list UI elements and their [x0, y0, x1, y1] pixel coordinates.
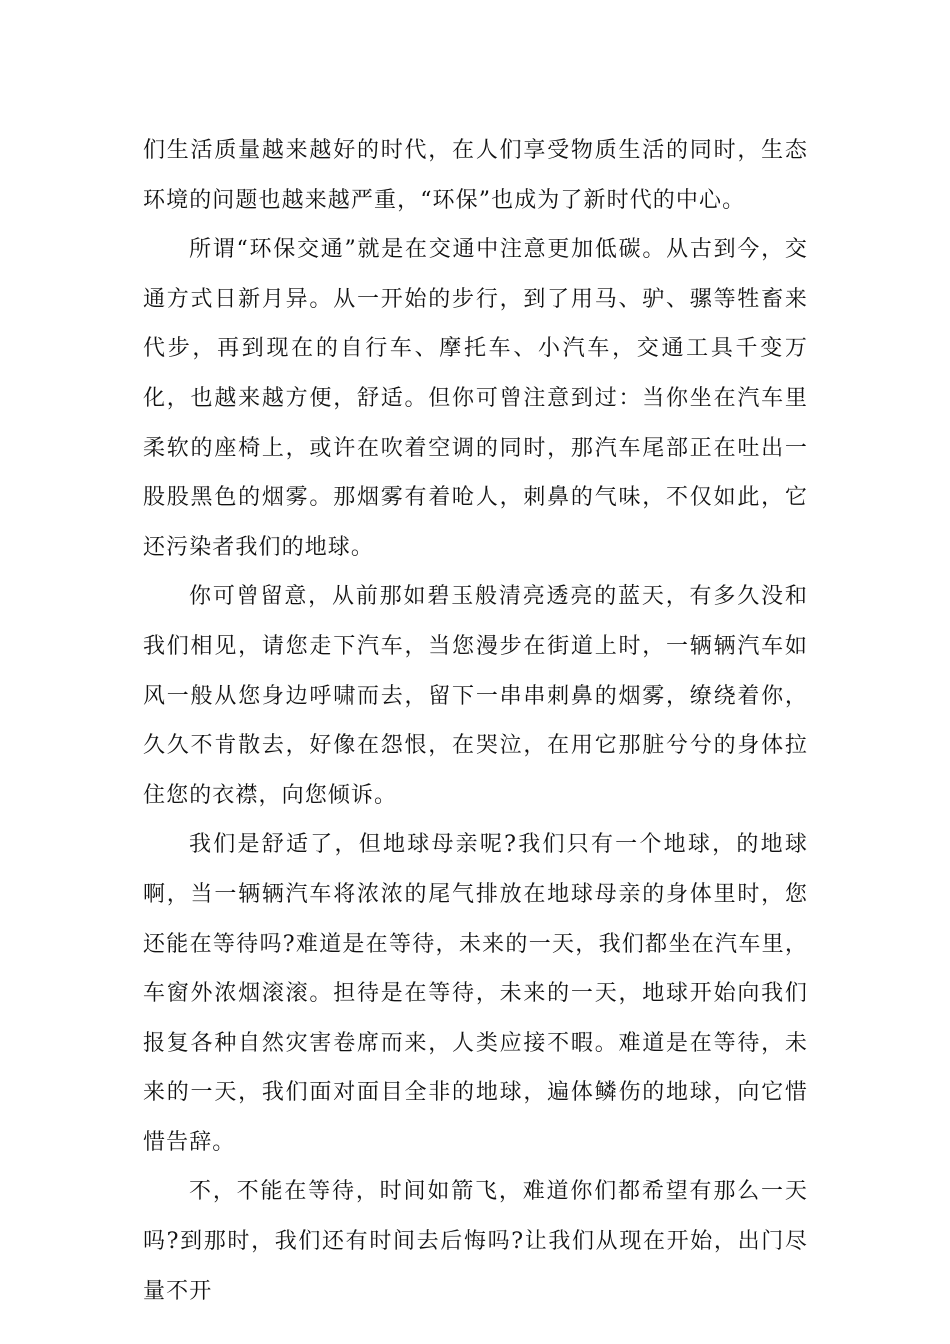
document-body	[143, 126, 808, 1316]
paragraph-2: 所谓“环保交通”就是在交通中注意更加低碳。从古到今，交通方式日新月异。从一开始的步行，到了用马、驴、骡等牲畜来代步，再到现在的自行车、摩托车、小汽车，交通工具千变万化，也越来越方便，舒适。但你可曾注意到过：当你坐在汽车里柔软的座椅上，或许在吹着空调的同时，那汽车尾部正在吐出一股股黑色的烟雾。那烟雾有着呛人，刺鼻的气味，不仅如此，它还污染者我们的地球。	[143, 237, 808, 560]
paragraph-4: 我们是舒适了，但地球母亲呢?我们只有一个地球，的地球啊，当一辆辆汽车将浓浓的尾气排放在地球母亲的身体里时，您还能在等待吗?难道是在等待，未来的一天，我们都坐在汽车里，车窗外浓烟滚滚。担待是在等待，未来的一天，地球开始向我们报复各种自然灾害卷席而来，人类应接不暇。难道是在等待，未来的一天，我们面对面目全非的地球，遍体鳞伤的地球，向它惜惜告辞。	[143, 832, 808, 1155]
paragraph-5: 不，不能在等待，时间如箭飞，难道你们都希望有那么一天吗?到那时，我们还有时间去后悔吗?让我们从现在开始，出门尽量不开	[143, 1179, 808, 1304]
paragraph-3: 你可曾留意，从前那如碧玉般清亮透亮的蓝天，有多久没和我们相见，请您走下汽车，当您漫步在街道上时，一辆辆汽车如风一般从您身边呼啸而去，留下一串串刺鼻的烟雾，缭绕着你，久久不肯散去，好像在怨恨，在哭泣，在用它那脏兮兮的身体拉住您的衣襟，向您倾诉。	[143, 584, 808, 808]
paragraph-1: 们生活质量越来越好的时代，在人们享受物质生活的同时，生态环境的问题也越来越严重，“环保”也成为了新时代的中心。	[143, 138, 808, 213]
